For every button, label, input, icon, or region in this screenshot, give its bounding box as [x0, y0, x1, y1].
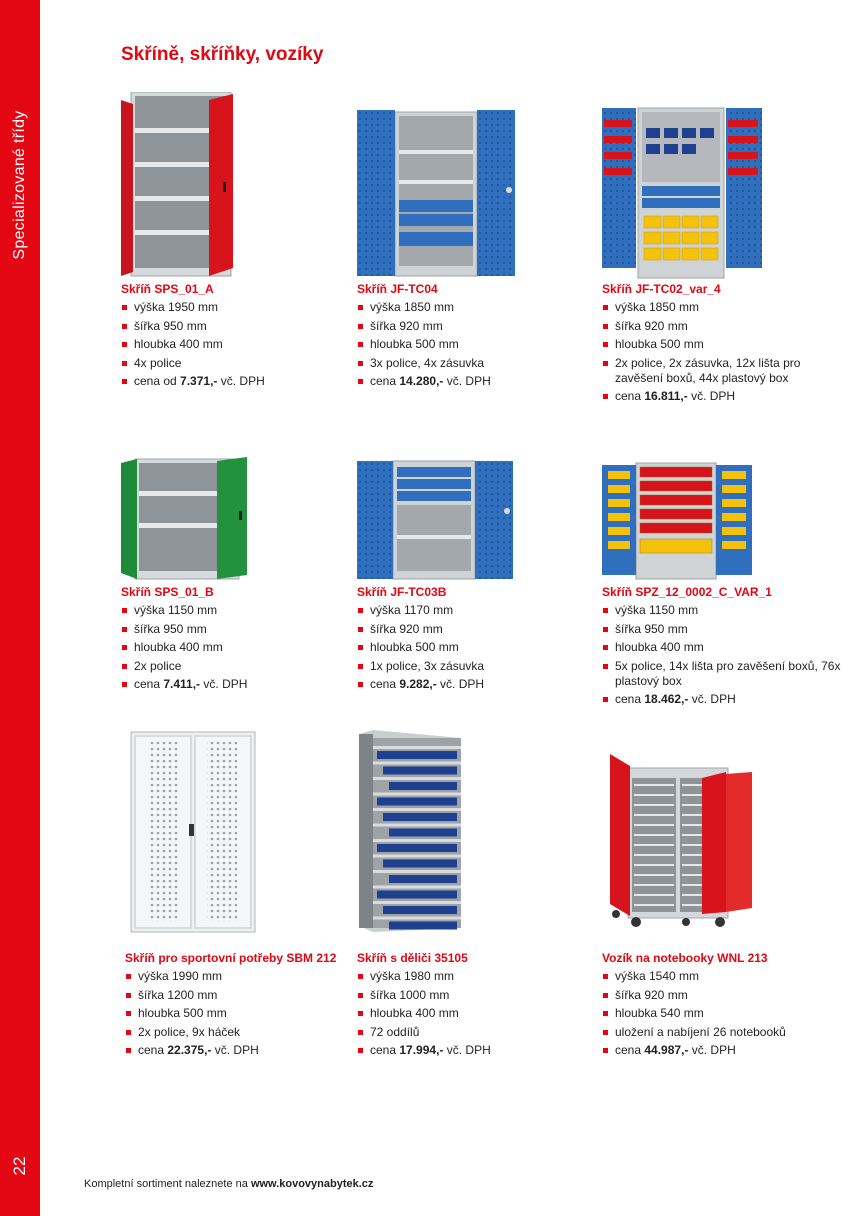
price-value: 17.994,- — [399, 1043, 444, 1057]
product-card — [602, 92, 842, 408]
section-title: Specializované třídy — [11, 110, 28, 260]
spec-item: výška 1990 mm — [125, 969, 365, 984]
spec-item: 2x police — [121, 659, 361, 674]
footer-link[interactable]: www.kovovynabytek.cz — [250, 1178, 374, 1190]
spec-list — [121, 300, 361, 389]
product-card — [602, 728, 842, 1062]
spec-list — [357, 603, 597, 692]
spec-item: výška 1170 mm — [357, 603, 597, 618]
blue-bin — [383, 813, 457, 821]
product-name: Skříň JF-TC03B — [357, 585, 447, 599]
shelf — [373, 777, 461, 780]
spec-item: šířka 920 mm — [357, 319, 597, 334]
notebook-slot — [634, 884, 674, 886]
product-card — [357, 395, 597, 696]
blue-bin — [377, 844, 457, 852]
notebook-slot — [634, 784, 674, 786]
blue-bin — [377, 891, 457, 899]
notebook-slot — [634, 834, 674, 836]
product-name: Skříň pro sportovní potřeby SBM 212 — [125, 951, 337, 965]
product-card — [121, 92, 361, 393]
price-prefix: cena — [615, 1043, 645, 1057]
spec-list — [357, 300, 597, 389]
notebook-trolley-illustration — [602, 728, 842, 943]
blue-bin — [377, 751, 457, 759]
blue-bin — [389, 782, 457, 790]
product-name: Skříň SPZ_12_0002_C_VAR_1 — [602, 585, 772, 599]
price-suffix: vč. DPH — [443, 374, 491, 388]
shelf — [373, 762, 461, 765]
notebook-slot — [634, 844, 674, 846]
spec-item: 2x police, 2x zásuvka, 12x lišta pro zavěšení boxů, 44x plastový box — [602, 356, 842, 386]
green-door-cabinet-illustration — [121, 395, 361, 585]
price-prefix: cena — [138, 1043, 168, 1057]
price-item — [357, 1043, 597, 1058]
spec-item: hloubka 540 mm — [602, 1006, 842, 1021]
product-name: Skříň SPS_01_A — [121, 282, 214, 296]
price-suffix: vč. DPH — [200, 677, 248, 691]
spec-item: výška 1150 mm — [602, 603, 842, 618]
product-name: Skříň SPS_01_B — [121, 585, 214, 599]
spec-item: 72 oddílů — [357, 1025, 597, 1040]
spec-item: hloubka 400 mm — [121, 640, 361, 655]
spec-item: šířka 950 mm — [121, 319, 361, 334]
product-name: Skříň JF-TC02_var_4 — [602, 282, 721, 296]
blue-bin — [383, 767, 457, 775]
notebook-slot — [634, 874, 674, 876]
notebook-slot — [634, 904, 674, 906]
footer-text: Kompletní sortiment naleznete na — [84, 1178, 251, 1190]
spec-item: hloubka 400 mm — [357, 1006, 597, 1021]
notebook-slot — [634, 854, 674, 856]
spec-item: hloubka 500 mm — [357, 640, 597, 655]
shelf — [373, 870, 461, 873]
spec-item: hloubka 400 mm — [602, 640, 842, 655]
spec-item: 2x police, 9x háček — [125, 1025, 365, 1040]
shelf — [373, 886, 461, 889]
spec-item: výška 1540 mm — [602, 969, 842, 984]
shelf — [373, 855, 461, 858]
price-value: 7.371,- — [180, 374, 218, 388]
blue-bin — [389, 922, 457, 930]
price-value: 16.811,- — [644, 389, 688, 403]
spec-list — [602, 300, 842, 404]
spec-item: hloubka 500 mm — [357, 337, 597, 352]
product-card — [357, 92, 597, 393]
price-item — [125, 1043, 365, 1058]
price-item — [121, 374, 361, 389]
price-value: 18.462,- — [644, 692, 689, 706]
blue-perforated-cabinet-illustration — [357, 92, 597, 282]
blue-bin — [389, 875, 457, 883]
price-suffix: vč. DPH — [688, 1043, 736, 1057]
product-card — [602, 395, 842, 711]
shelf — [373, 824, 461, 827]
shelf — [373, 793, 461, 796]
price-prefix: cena — [615, 389, 645, 403]
price-item — [602, 692, 842, 707]
price-prefix: cena — [134, 677, 164, 691]
price-item — [357, 374, 597, 389]
spec-item: výška 1850 mm — [602, 300, 842, 315]
spec-list — [125, 969, 365, 1058]
spec-item: šířka 920 mm — [602, 988, 842, 1003]
price-item — [121, 677, 361, 692]
spec-item: hloubka 500 mm — [125, 1006, 365, 1021]
low-blue-cabinet-with-bins-illustration — [602, 395, 842, 585]
price-item — [357, 677, 597, 692]
low-blue-perforated-cabinet-illustration — [357, 395, 597, 585]
notebook-slot — [634, 894, 674, 896]
spec-item: 1x police, 3x zásuvka — [357, 659, 597, 674]
blue-bin — [383, 906, 457, 914]
product-name: Vozík na notebooky WNL 213 — [602, 951, 768, 965]
page-title: Skříně, skříňky, vozíky — [121, 44, 324, 65]
shelf — [373, 917, 461, 920]
product-name: Skříň JF-TC04 — [357, 282, 438, 296]
spec-item: výška 1850 mm — [357, 300, 597, 315]
spec-list — [357, 969, 597, 1058]
spec-item: 4x police — [121, 356, 361, 371]
spec-item: šířka 950 mm — [121, 622, 361, 637]
blue-bin — [377, 798, 457, 806]
red-door-cabinet-illustration — [121, 92, 361, 282]
shelf — [373, 808, 461, 811]
price-item — [602, 1043, 842, 1058]
spec-item: 3x police, 4x zásuvka — [357, 356, 597, 371]
spec-item: hloubka 500 mm — [602, 337, 842, 352]
spec-item: výška 1150 mm — [121, 603, 361, 618]
notebook-slot — [634, 814, 674, 816]
price-prefix: cena od — [134, 374, 181, 388]
white-perforated-sports-cabinet-illustration — [125, 728, 365, 943]
price-value: 9.282,- — [399, 677, 437, 691]
spec-item: výška 1950 mm — [121, 300, 361, 315]
product-card — [121, 395, 361, 696]
spec-item: 5x police, 14x lišta pro zavěšení boxů, 76x plastový box — [602, 659, 842, 689]
notebook-slot — [634, 794, 674, 796]
page-number: 22 — [10, 1156, 29, 1176]
spec-item: šířka 1200 mm — [125, 988, 365, 1003]
blue-bin — [389, 829, 457, 837]
price-prefix: cena — [370, 677, 400, 691]
price-prefix: cena — [615, 692, 645, 706]
price-value: 14.280,- — [399, 374, 444, 388]
spec-item: šířka 920 mm — [357, 622, 597, 637]
price-prefix: cena — [370, 374, 400, 388]
price-suffix: vč. DPH — [436, 677, 485, 691]
spec-list — [121, 603, 361, 692]
price-value: 44.987,- — [644, 1043, 689, 1057]
divider-shelving-illustration — [357, 728, 597, 943]
price-value: 7.411,- — [163, 677, 201, 691]
notebook-slot — [634, 804, 674, 806]
side-band — [0, 0, 40, 1216]
spec-item: výška 1980 mm — [357, 969, 597, 984]
spec-list — [602, 969, 842, 1058]
spec-item: šířka 920 mm — [602, 319, 842, 334]
price-prefix: cena — [370, 1043, 400, 1057]
shelf — [373, 839, 461, 842]
price-suffix: vč. DPH — [687, 389, 736, 403]
blue-cabinet-with-bins-illustration — [602, 92, 842, 282]
price-suffix: vč. DPH — [211, 1043, 259, 1057]
product-name: Skříň s děliči 35105 — [357, 951, 468, 965]
product-card — [125, 728, 365, 1062]
notebook-slot — [634, 864, 674, 866]
shelf — [373, 901, 461, 904]
price-value: 22.375,- — [167, 1043, 212, 1057]
price-suffix: vč. DPH — [217, 374, 265, 388]
spec-item: hloubka 400 mm — [121, 337, 361, 352]
spec-item: uložení a nabíjení 26 notebooků — [602, 1025, 842, 1040]
spec-item: šířka 1000 mm — [357, 988, 597, 1003]
shelf — [373, 746, 461, 749]
product-card — [357, 728, 597, 1062]
price-suffix: vč. DPH — [688, 692, 736, 706]
spec-list — [602, 603, 842, 707]
price-suffix: vč. DPH — [443, 1043, 491, 1057]
blue-bin — [383, 860, 457, 868]
notebook-slot — [634, 824, 674, 826]
footer — [84, 1178, 373, 1190]
spec-item: šířka 950 mm — [602, 622, 842, 637]
